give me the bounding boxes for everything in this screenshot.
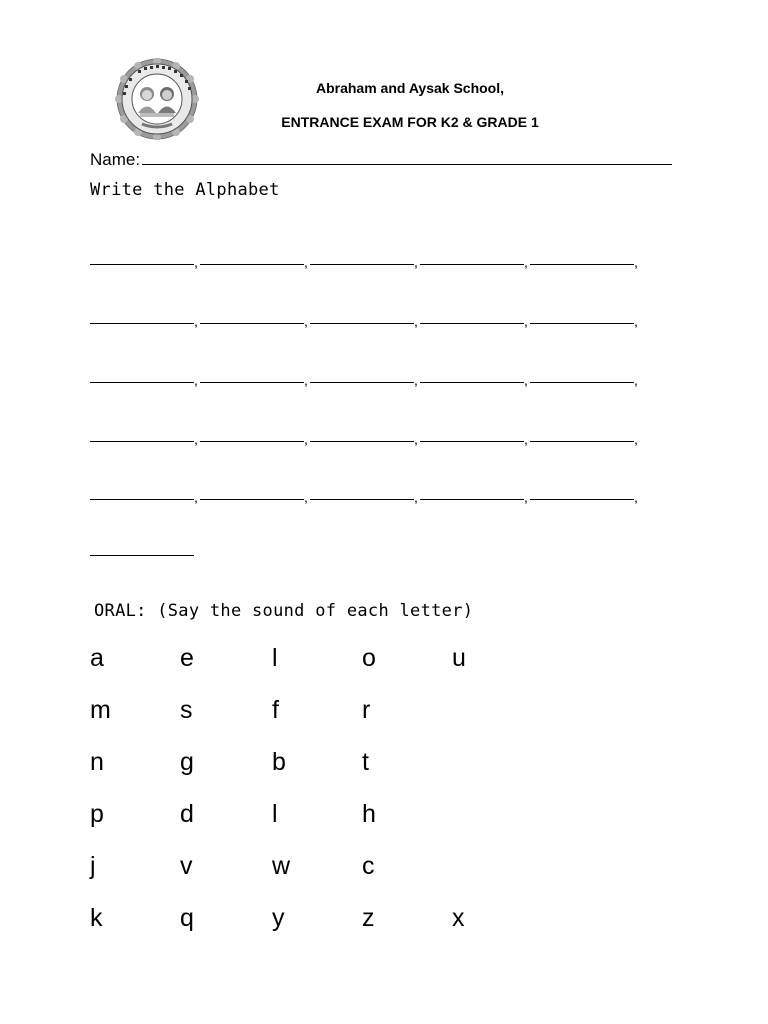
blank-line[interactable] bbox=[90, 368, 194, 383]
letter: w bbox=[272, 852, 291, 880]
comma: , bbox=[304, 431, 308, 447]
comma: , bbox=[304, 489, 308, 505]
comma: , bbox=[524, 489, 528, 505]
blank-line[interactable] bbox=[90, 250, 194, 265]
comma: , bbox=[634, 372, 638, 388]
comma: , bbox=[414, 489, 418, 505]
blank-line[interactable] bbox=[90, 541, 194, 556]
letter: u bbox=[452, 644, 466, 672]
letter: v bbox=[180, 852, 193, 880]
blank-line[interactable] bbox=[420, 309, 524, 324]
blank-line[interactable] bbox=[200, 427, 304, 442]
letter: m bbox=[90, 696, 111, 724]
letter: r bbox=[362, 696, 371, 724]
comma: , bbox=[304, 254, 308, 270]
letter: t bbox=[362, 748, 369, 776]
blank-row bbox=[90, 541, 194, 556]
blank-line[interactable] bbox=[200, 309, 304, 324]
letter: z bbox=[362, 904, 375, 932]
write-alphabet-heading: Write the Alphabet bbox=[90, 180, 280, 200]
exam-title: ENTRANCE EXAM FOR K2 & GRADE 1 bbox=[281, 114, 539, 130]
blank-line[interactable] bbox=[310, 250, 414, 265]
name-label: Name: bbox=[90, 150, 141, 169]
blank-row bbox=[90, 368, 640, 388]
letter: p bbox=[90, 800, 104, 828]
letter: j bbox=[90, 852, 96, 880]
letter: q bbox=[180, 904, 194, 932]
blank-line[interactable] bbox=[530, 309, 634, 324]
school-name: Abraham and Aysak School, bbox=[315, 80, 504, 96]
comma: , bbox=[524, 372, 528, 388]
blank-line[interactable] bbox=[200, 368, 304, 383]
comma: , bbox=[524, 313, 528, 329]
blank-line[interactable] bbox=[90, 485, 194, 500]
blank-line[interactable] bbox=[530, 427, 634, 442]
blank-row bbox=[90, 485, 640, 505]
letter: n bbox=[90, 748, 104, 776]
comma: , bbox=[414, 431, 418, 447]
blank-line[interactable] bbox=[530, 485, 634, 500]
oral-heading: ORAL: (Say the sound of each letter) bbox=[94, 601, 474, 621]
comma: , bbox=[194, 254, 198, 270]
blank-line[interactable] bbox=[200, 250, 304, 265]
blank-line[interactable] bbox=[310, 485, 414, 500]
letter: l bbox=[272, 644, 278, 672]
comma: , bbox=[194, 431, 198, 447]
comma: , bbox=[634, 254, 638, 270]
letter: b bbox=[272, 748, 286, 776]
comma: , bbox=[524, 254, 528, 270]
blank-line[interactable] bbox=[310, 427, 414, 442]
letter: l bbox=[272, 800, 278, 828]
blank-line[interactable] bbox=[200, 485, 304, 500]
school-logo bbox=[114, 58, 200, 140]
letter: h bbox=[362, 800, 376, 828]
letter: f bbox=[272, 696, 279, 724]
comma: , bbox=[634, 489, 638, 505]
blank-line[interactable] bbox=[90, 309, 194, 324]
blank-line[interactable] bbox=[420, 250, 524, 265]
blank-line[interactable] bbox=[420, 485, 524, 500]
blank-line[interactable] bbox=[530, 368, 634, 383]
comma: , bbox=[634, 431, 638, 447]
comma: , bbox=[524, 431, 528, 447]
letter: o bbox=[362, 644, 376, 672]
letter: k bbox=[90, 904, 103, 932]
letter: g bbox=[180, 748, 194, 776]
letter: s bbox=[180, 696, 193, 724]
letter: x bbox=[452, 904, 465, 932]
blank-row bbox=[90, 427, 640, 447]
letter: e bbox=[180, 644, 194, 672]
blank-row bbox=[90, 250, 640, 270]
comma: , bbox=[634, 313, 638, 329]
comma: , bbox=[194, 313, 198, 329]
comma: , bbox=[194, 372, 198, 388]
comma: , bbox=[304, 313, 308, 329]
comma: , bbox=[414, 372, 418, 388]
letter: y bbox=[272, 904, 285, 932]
comma: , bbox=[304, 372, 308, 388]
blank-line[interactable] bbox=[310, 368, 414, 383]
comma: , bbox=[414, 313, 418, 329]
blank-line[interactable] bbox=[420, 368, 524, 383]
blank-line[interactable] bbox=[420, 427, 524, 442]
letter: a bbox=[90, 644, 104, 672]
blank-row bbox=[90, 309, 640, 329]
blank-line[interactable] bbox=[90, 427, 194, 442]
letter: c bbox=[362, 852, 375, 880]
letter: d bbox=[180, 800, 194, 828]
comma: , bbox=[194, 489, 198, 505]
name-write-line[interactable] bbox=[142, 146, 672, 165]
comma: , bbox=[414, 254, 418, 270]
name-field bbox=[90, 146, 672, 170]
blank-line[interactable] bbox=[530, 250, 634, 265]
blank-line[interactable] bbox=[310, 309, 414, 324]
